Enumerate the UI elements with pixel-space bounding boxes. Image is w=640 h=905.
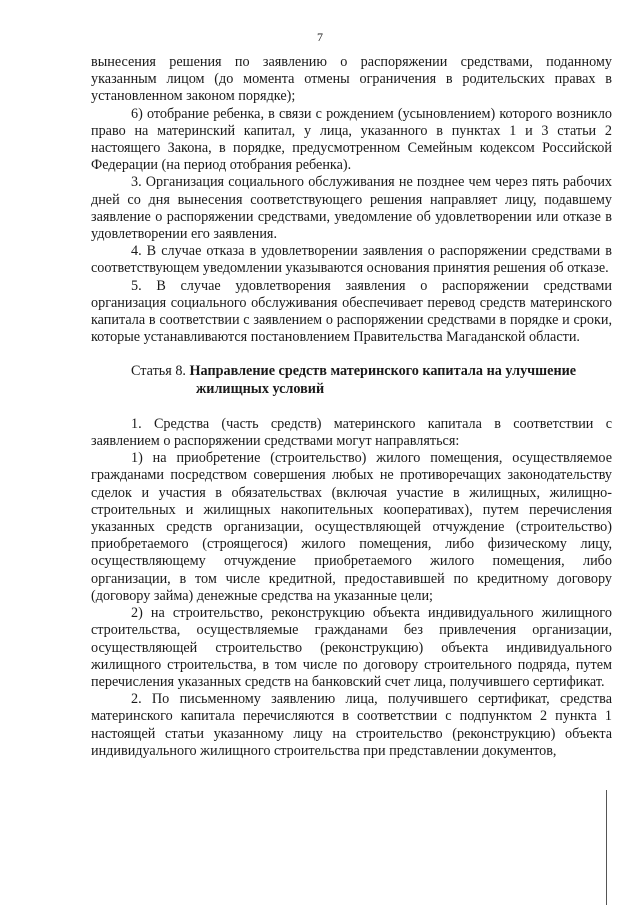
document-body: [91, 54, 612, 760]
paragraph: 1. Средства (часть средств) материнского капитала в соответствии с заявлением о распоряжении средствами могут направляться:: [91, 415, 612, 450]
paragraph: 2. По письменному заявлению лица, получившего сертификат, средства материнского капитала перечисляются в соответствии с подпунктом 2 пункта 1 настоящей статьи указанному лицу на строительство (реконструкцию) объекта индивидуального жилищного строительства при представлении документов,: [91, 691, 612, 759]
paragraph: 6) отобрание ребенка, в связи с рождением (усыновлением) которого возникло право на материнский капитал, у лица, указанного в пунктах 1 и 3 статьи 2 настоящего Закона, в порядке, предусмотренном Семейным кодексом Российской Федерации (на период отобрания ребенка).: [91, 105, 612, 174]
article-title-line-2: жилищных условий: [196, 380, 325, 397]
article-title-line-1: Направление средств материнского капитала на улучшение: [189, 363, 577, 380]
paragraph: 1) на приобретение (строительство) жилого помещения, осуществляемое гражданами посредством совершения любых не противоречащих законодательству сделок и участия в обязательствах (включая участие в жилищных, жилищно-строительных и жилищных накопительных кооперативах), путем перечисления указанных средств организации, осуществляющей отчуждение (строительство) приобретаемого (строящегося) жилого помещения, либо физическому лицу, осуществляющему отчуждение приобретаемого жилого помещения, либо организации, в том числе кредитной, предоставившей по кредитному договору (договору займа) денежные средства на указанные цели;: [91, 450, 612, 604]
paragraph: 4. В случае отказа в удовлетворении заявления о распоряжении средствами в соответствующем уведомлении указываются основания принятия решения об отказе.: [91, 243, 612, 277]
paragraph: 2) на строительство, реконструкцию объекта индивидуального жилищного строительства, осуществляемые гражданами без привлечения организации, осуществляющей строительство (реконструкцию) объекта индивидуального жилищного строительства, в том числе по договору строительного подряда, путем перечисления указанных средств на банковский счет лица, получившего сертификат.: [91, 605, 612, 690]
paragraphs-before-article: [91, 54, 612, 346]
article-label: Статья 8.: [131, 363, 186, 380]
paragraphs-after-article: [91, 416, 612, 760]
paragraph: вынесения решения по заявлению о распоряжении средствами, поданному указанным лицом (до момента отмены ограничения в родительских правах в установленном законом порядке);: [91, 54, 612, 105]
paragraph: 5. В случае удовлетворения заявления о распоряжении средствами организация социального обслуживания обеспечивает перевод средств материнского капитала в соответствии с заявлением о распоряжении средствами в порядке и сроки, которые устанавливаются постановлением Правительства Магаданской области.: [91, 277, 612, 346]
paragraph: 3. Организация социального обслуживания не позднее чем через пять рабочих дней со дня вынесения соответствующего решения направляет лицу, подавшему заявление о распоряжении средствами, уведомление об удовлетворении или отказе в удовлетворении его заявления.: [91, 174, 612, 243]
scan-edge-line: [606, 790, 607, 905]
article-heading: [91, 363, 612, 397]
page-number: 7: [317, 30, 323, 44]
